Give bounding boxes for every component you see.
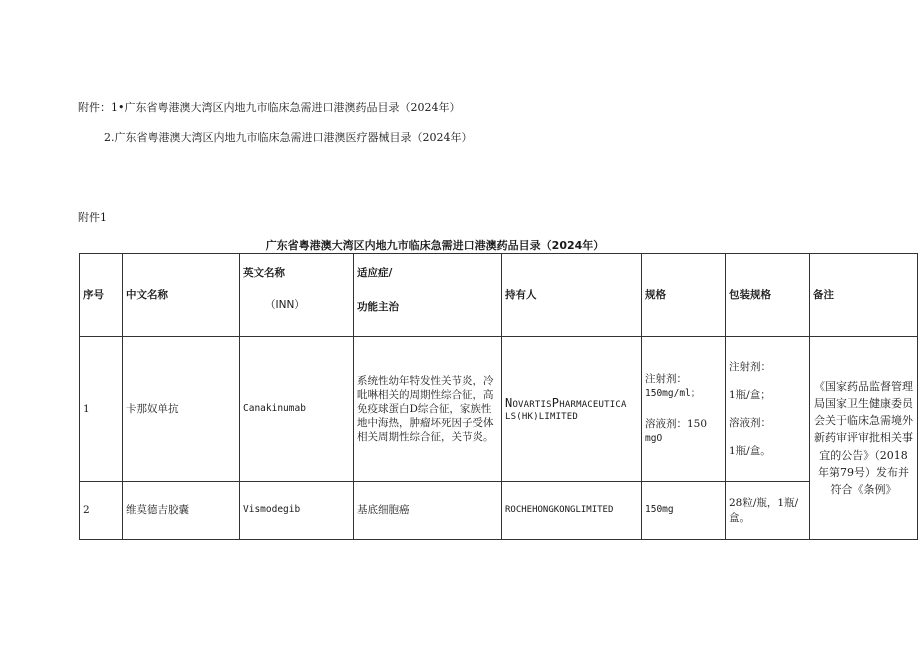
header-en-inn: （INN） — [265, 299, 305, 312]
cell-remark: 《国家药品监督管理局国家卫生健康委员会关于临床急需境外新药审评审批相关事宜的公告》（2018年第79号）发布并符合《条例》 — [810, 337, 918, 540]
cell-spec — [642, 337, 726, 482]
attachment-line-2: 2.广东省粤港澳大湾区内地九市临床急需进口港澳医疗器械目录（2024年） — [104, 131, 473, 144]
table-title: 广东省粤港澳大湾区内地九市临床急需进口港澳药品目录（2024年） — [265, 239, 605, 252]
cell-holder: ROCHEHONGKONGLIMITED — [502, 482, 642, 540]
header-en-name-label: 英文名称 — [243, 267, 285, 279]
spec-line-4: mgO — [645, 433, 663, 445]
header-no: 序号 — [80, 254, 123, 337]
holder-part-ovartis: OVARTIS — [512, 399, 552, 410]
attachment-label: 附件1 — [78, 211, 107, 224]
spec-line-1: 注射剂： — [645, 373, 687, 386]
table-row — [80, 337, 918, 482]
spec-line-3: 溶液剂：150 — [645, 418, 708, 430]
header-holder: 持有人 — [502, 254, 642, 337]
cell-pack: 28粒/瓶，1瓶/盒。 — [726, 482, 810, 540]
header-cn-name: 中文名称 — [123, 254, 240, 337]
cell-holder — [502, 337, 642, 482]
pack-line-4: 1瓶/盒。 — [729, 445, 771, 458]
pack-line-2: 1瓶/盒； — [729, 388, 771, 401]
cell-cn-name: 卡那奴单抗 — [123, 337, 240, 482]
header-indication — [354, 254, 502, 337]
cell-pack — [726, 337, 810, 482]
cell-en-name: Vismodegib — [240, 482, 354, 540]
cell-en-name: Canakinumab — [240, 337, 354, 482]
holder-initial-p: P — [551, 395, 560, 410]
header-indication-label: 适应症/ — [357, 267, 393, 279]
cell-no: 1 — [80, 337, 123, 482]
holder-part-harma: HARMACEUTICA — [559, 399, 627, 410]
cell-cn-name: 维莫德吉胶囊 — [123, 482, 240, 540]
spec-line-2: 150mg/ml； — [645, 388, 701, 400]
cell-indication: 基底细胞癌 — [354, 482, 502, 540]
cell-spec: 150mg — [642, 482, 726, 540]
pack-line-3: 溶液剂： — [729, 417, 771, 429]
header-spec: 规格 — [642, 254, 726, 337]
drug-catalog-table — [79, 253, 918, 540]
header-indication-sub: 功能主治 — [357, 301, 399, 314]
header-remark: 备注 — [810, 254, 918, 337]
cell-no: 2 — [80, 482, 123, 540]
holder-initial-n: N — [505, 395, 513, 410]
pack-line-1: 注射剂： — [729, 360, 771, 373]
table-row — [80, 482, 918, 540]
header-pack: 包装规格 — [726, 254, 810, 337]
holder-tail: LS(HK)LIMITED — [505, 412, 579, 423]
attachment-line-1: 附件：1•广东省粤港澳大湾区内地九市临床急需进口港澳药品目录（2024年） — [78, 101, 461, 114]
table-header-row — [80, 254, 918, 337]
cell-indication: 系统性幼年特发性关节炎，冷吡啉相关的周期性综合征，高免疫球蛋白D综合征，家族性地中海热，肿瘤坏死因子受体相关周期性综合征，关节炎。 — [354, 337, 502, 482]
header-en-name — [240, 254, 354, 337]
